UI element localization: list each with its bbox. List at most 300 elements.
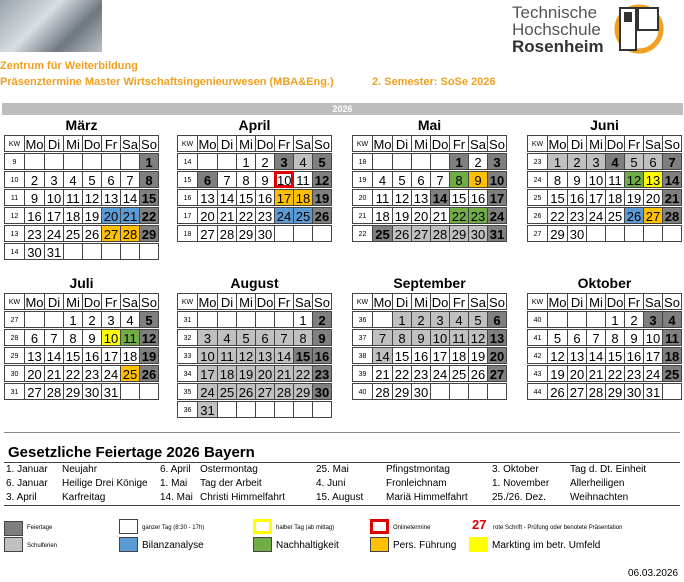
- day-cell: 17: [197, 365, 218, 382]
- day-cell: [468, 383, 488, 400]
- day-cell: [411, 153, 431, 170]
- day-cell: 29: [293, 383, 313, 400]
- day-cell: 20: [567, 365, 587, 382]
- day-cell: 5: [82, 171, 102, 188]
- legend-swatch-online: [370, 519, 389, 534]
- week-number: 36: [352, 311, 373, 328]
- day-cell: 14: [120, 189, 140, 206]
- week-number: 12: [4, 207, 25, 224]
- week-number: 44: [527, 383, 548, 400]
- day-cell: 25: [449, 365, 469, 382]
- logo-line-1: Technische: [512, 3, 598, 22]
- logo-line-3: Rosenheim: [512, 37, 604, 56]
- week-number: 32: [177, 329, 198, 346]
- day-cell: 14: [662, 171, 682, 188]
- holiday-name: Tag d. Dt. Einheit: [570, 464, 647, 475]
- day-cell: 19: [468, 347, 488, 364]
- weekday-header: Di: [392, 293, 412, 310]
- day-cell: [392, 153, 412, 170]
- weekday-header: Fr: [449, 293, 469, 310]
- day-cell: 8: [236, 171, 256, 188]
- month-title: März: [65, 117, 98, 133]
- day-cell: 21: [372, 365, 393, 382]
- day-cell: [82, 153, 102, 170]
- day-cell: [139, 243, 159, 260]
- weekday-header: Fr: [274, 293, 294, 310]
- day-cell: [44, 153, 64, 170]
- week-number: 38: [352, 347, 373, 364]
- day-cell: 15: [605, 347, 625, 364]
- day-cell: 16: [624, 347, 644, 364]
- day-cell: 14: [586, 347, 606, 364]
- day-cell: [312, 225, 332, 242]
- day-cell: 28: [372, 383, 393, 400]
- day-cell: 24: [586, 207, 606, 224]
- day-cell: 27: [643, 207, 663, 224]
- day-cell: 18: [63, 207, 83, 224]
- weekday-header: Sa: [643, 135, 663, 152]
- day-cell: [197, 311, 218, 328]
- weekday-header: Do: [83, 295, 101, 310]
- month-title: April: [238, 117, 271, 133]
- holiday-date: 14. Mai: [160, 492, 193, 503]
- day-cell: 30: [411, 383, 431, 400]
- day-cell: 12: [468, 329, 488, 346]
- holiday-name: Karfreitag: [62, 492, 106, 503]
- day-cell: 17: [487, 189, 507, 206]
- week-number: 31: [177, 311, 198, 328]
- day-cell: 10: [44, 189, 64, 206]
- day-cell: 27: [411, 225, 431, 242]
- holiday-date: 3. April: [6, 492, 37, 503]
- day-cell: 22: [605, 365, 625, 382]
- day-cell: 8: [605, 329, 625, 346]
- week-number: 27: [527, 225, 548, 242]
- weekday-header: Mi: [411, 293, 431, 310]
- weekday-header: Di: [392, 135, 412, 152]
- day-cell: [255, 311, 275, 328]
- week-number: 41: [527, 329, 548, 346]
- day-cell: 17: [430, 347, 450, 364]
- day-cell: 19: [236, 365, 256, 382]
- day-cell: 11: [293, 171, 313, 188]
- university-logo-icon: [614, 4, 664, 54]
- day-cell: 21: [120, 207, 140, 224]
- day-cell: [120, 243, 140, 260]
- weekday-header: Mo: [25, 295, 44, 310]
- day-cell: 16: [312, 347, 332, 364]
- day-cell: 15: [392, 347, 412, 364]
- day-cell: 24: [101, 365, 121, 382]
- day-cell: 13: [567, 347, 587, 364]
- day-cell: 22: [139, 207, 159, 224]
- day-cell: 17: [643, 347, 663, 364]
- day-cell: [82, 243, 102, 260]
- day-cell: [293, 401, 313, 418]
- day-cell: 24: [643, 365, 663, 382]
- day-cell: 30: [82, 383, 102, 400]
- weekday-header: Di: [44, 135, 64, 152]
- day-cell: 2: [255, 153, 275, 170]
- day-cell: 25: [217, 383, 237, 400]
- day-cell: 4: [217, 329, 237, 346]
- day-cell: 25: [662, 365, 682, 382]
- day-cell: 10: [487, 171, 507, 188]
- day-cell: [197, 153, 218, 170]
- day-cell: 3: [44, 171, 64, 188]
- legend-swatch-bilanzanalyse: [119, 537, 138, 552]
- day-cell: 22: [236, 207, 256, 224]
- day-cell: 10: [643, 329, 663, 346]
- day-cell: 20: [487, 347, 507, 364]
- day-cell: 12: [312, 171, 332, 188]
- day-cell: 6: [197, 171, 218, 188]
- month-title: Juni: [590, 117, 619, 133]
- day-cell: 4: [293, 153, 313, 170]
- kw-header: KW: [352, 293, 373, 310]
- week-number: 21: [352, 207, 373, 224]
- day-cell: 27: [567, 383, 587, 400]
- day-cell: 1: [547, 153, 568, 170]
- day-cell: 3: [487, 153, 507, 170]
- day-cell: 11: [63, 189, 83, 206]
- day-cell: 20: [255, 365, 275, 382]
- weekday-header: Di: [44, 293, 64, 310]
- day-cell: 18: [217, 365, 237, 382]
- day-cell: 28: [662, 207, 682, 224]
- day-cell: 8: [293, 329, 313, 346]
- holiday-name: Ostermontag: [200, 464, 258, 475]
- day-cell: 23: [411, 365, 431, 382]
- day-cell: 5: [312, 153, 332, 170]
- day-cell: [236, 311, 256, 328]
- day-cell: 1: [293, 311, 313, 328]
- day-cell: 6: [101, 171, 121, 188]
- weekday-header: Fr: [101, 293, 121, 310]
- week-number: 23: [527, 153, 548, 170]
- kw-header: KW: [4, 135, 25, 152]
- day-cell: 10: [430, 329, 450, 346]
- day-cell: 21: [217, 207, 237, 224]
- day-cell: 24: [197, 383, 218, 400]
- day-cell: 1: [605, 311, 625, 328]
- day-cell: 5: [139, 311, 159, 328]
- day-cell: 21: [662, 189, 682, 206]
- day-cell: 1: [139, 153, 159, 170]
- weekday-header: Sa: [468, 135, 488, 152]
- day-cell: 4: [449, 311, 469, 328]
- day-cell: 16: [82, 347, 102, 364]
- legend-online: Onlinetermine: [393, 525, 431, 531]
- day-cell: 6: [567, 329, 587, 346]
- day-cell: 26: [236, 383, 256, 400]
- legend-swatch-feiertage: [4, 521, 23, 536]
- day-cell: 26: [624, 207, 644, 224]
- day-cell: 18: [662, 347, 682, 364]
- weekday-header: So: [662, 293, 682, 310]
- day-cell: 27: [24, 383, 45, 400]
- weekday-header: So: [662, 135, 682, 152]
- day-cell: 19: [392, 207, 412, 224]
- weekday-header: Mo: [548, 137, 567, 152]
- day-cell: 25: [120, 365, 140, 382]
- day-cell: 3: [197, 329, 218, 346]
- day-cell: [293, 225, 313, 242]
- day-cell: 13: [197, 189, 218, 206]
- day-cell: 26: [82, 225, 102, 242]
- week-number: 40: [527, 311, 548, 328]
- weekday-header: Fr: [624, 135, 644, 152]
- day-cell: [662, 225, 682, 242]
- day-cell: 18: [293, 189, 313, 206]
- day-cell: [430, 153, 450, 170]
- day-cell: 30: [24, 243, 45, 260]
- day-cell: 7: [662, 153, 682, 170]
- legend-swatch-pers-fuehrung: [370, 537, 389, 552]
- holiday-date: 3. Oktober: [492, 464, 539, 475]
- holiday-name: Tag der Arbeit: [200, 478, 262, 489]
- day-cell: 3: [430, 311, 450, 328]
- legend-swatch-ganzer-tag: [119, 519, 138, 534]
- org-title: Zentrum für Weiterbildung: [0, 60, 138, 72]
- day-cell: [586, 311, 606, 328]
- day-cell: 30: [624, 383, 644, 400]
- day-cell: 17: [586, 189, 606, 206]
- weekday-header: Mo: [373, 295, 392, 310]
- month-title: September: [393, 275, 466, 291]
- day-cell: 2: [468, 153, 488, 170]
- day-cell: 13: [487, 329, 507, 346]
- week-number: 11: [4, 189, 25, 206]
- weekday-header: Do: [431, 137, 449, 152]
- day-cell: 1: [236, 153, 256, 170]
- day-cell: [255, 401, 275, 418]
- day-cell: 6: [643, 153, 663, 170]
- week-number: 10: [4, 171, 25, 188]
- day-cell: 2: [624, 311, 644, 328]
- day-cell: 23: [255, 207, 275, 224]
- week-number: 22: [352, 225, 373, 242]
- day-cell: 26: [139, 365, 159, 382]
- day-cell: 18: [120, 347, 140, 364]
- legend-swatch-halber-tag: [253, 519, 272, 534]
- day-cell: 1: [392, 311, 412, 328]
- weekday-header: So: [139, 135, 159, 152]
- legend-nachhaltigkeit: Nachhaltigkeit: [276, 540, 339, 551]
- holiday-date: 15. August: [316, 492, 364, 503]
- semester-title: 2. Semester: SoSe 2026: [372, 76, 496, 88]
- day-cell: [624, 225, 644, 242]
- day-cell: 12: [392, 189, 412, 206]
- day-cell: 27: [255, 383, 275, 400]
- holidays-title: Gesetzliche Feiertage 2026 Bayern: [8, 444, 255, 461]
- holiday-name: Weihnachten: [570, 492, 629, 503]
- day-cell: 6: [487, 311, 507, 328]
- weekday-header: Di: [567, 135, 587, 152]
- day-cell: 1: [63, 311, 83, 328]
- legend-swatch-schulferien: [4, 537, 23, 552]
- weekday-header: Do: [256, 295, 274, 310]
- day-cell: 7: [217, 171, 237, 188]
- day-cell: [274, 311, 294, 328]
- weekday-header: Di: [217, 293, 237, 310]
- day-cell: 8: [63, 329, 83, 346]
- day-cell: 25: [372, 225, 393, 242]
- day-cell: 6: [24, 329, 45, 346]
- day-cell: [63, 243, 83, 260]
- footer-date: 06.03.2026: [628, 568, 679, 579]
- day-cell: 13: [101, 189, 121, 206]
- day-cell: 5: [624, 153, 644, 170]
- day-cell: [312, 401, 332, 418]
- day-cell: 3: [101, 311, 121, 328]
- day-cell: 10: [101, 329, 121, 346]
- day-cell: 31: [101, 383, 121, 400]
- program-title: Präsenztermine Master Wirtschaftsingenieurwesen (MBA&Eng.): [0, 76, 334, 88]
- week-number: 14: [177, 153, 198, 170]
- day-cell: 5: [468, 311, 488, 328]
- day-cell: 28: [586, 383, 606, 400]
- holiday-date: 1. Januar: [6, 464, 48, 475]
- weekday-header: Do: [606, 137, 624, 152]
- day-cell: 21: [44, 365, 64, 382]
- weekday-header: Sa: [643, 293, 663, 310]
- weekday-header: So: [487, 135, 507, 152]
- day-cell: 20: [197, 207, 218, 224]
- day-cell: 3: [586, 153, 606, 170]
- day-cell: 18: [449, 347, 469, 364]
- day-cell: 29: [449, 225, 469, 242]
- week-number: 33: [177, 347, 198, 364]
- weekday-header: Di: [567, 293, 587, 310]
- week-number: 19: [352, 171, 373, 188]
- day-cell: 30: [567, 225, 587, 242]
- week-number: 14: [4, 243, 25, 260]
- day-cell: 9: [312, 329, 332, 346]
- day-cell: [120, 153, 140, 170]
- week-number: 42: [527, 347, 548, 364]
- day-cell: 19: [139, 347, 159, 364]
- weekday-header: Mo: [198, 137, 217, 152]
- legend-bilanzanalyse: Bilanzanalyse: [142, 540, 204, 551]
- holiday-date: 6. Januar: [6, 478, 48, 489]
- week-number: 34: [177, 365, 198, 382]
- week-number: 39: [352, 365, 373, 382]
- day-cell: [274, 225, 294, 242]
- day-cell: 11: [372, 189, 393, 206]
- day-cell: [430, 383, 450, 400]
- day-cell: 7: [44, 329, 64, 346]
- day-cell: 4: [605, 153, 625, 170]
- day-cell: [372, 153, 393, 170]
- day-cell: 17: [44, 207, 64, 224]
- holidays-table: [4, 462, 680, 506]
- holiday-name: Neujahr: [62, 464, 98, 475]
- weekday-header: Mi: [236, 293, 256, 310]
- weekday-header: Mo: [25, 137, 44, 152]
- day-cell: 28: [274, 383, 294, 400]
- day-cell: 6: [411, 171, 431, 188]
- week-number: 28: [4, 329, 25, 346]
- day-cell: 7: [586, 329, 606, 346]
- day-cell: 9: [82, 329, 102, 346]
- day-cell: 19: [547, 365, 568, 382]
- day-cell: 18: [372, 207, 393, 224]
- day-cell: [662, 383, 682, 400]
- day-cell: [236, 401, 256, 418]
- weekday-header: Sa: [293, 293, 313, 310]
- day-cell: [101, 153, 121, 170]
- year-bar: 2026: [2, 103, 683, 115]
- day-cell: 16: [411, 347, 431, 364]
- day-cell: 5: [547, 329, 568, 346]
- day-cell: 25: [293, 207, 313, 224]
- legend-halber-tag: halber Tag (ab mittag): [276, 525, 335, 531]
- day-cell: 2: [411, 311, 431, 328]
- holiday-date: 1. Mai: [160, 478, 188, 489]
- kw-header: KW: [4, 293, 25, 310]
- holiday-name: Fronleichnam: [386, 478, 447, 489]
- day-cell: 4: [662, 311, 682, 328]
- month-title: Oktober: [577, 275, 632, 291]
- weekday-header: Mo: [373, 137, 392, 152]
- day-cell: 26: [392, 225, 412, 242]
- day-cell: 13: [643, 171, 663, 188]
- day-cell: [24, 153, 45, 170]
- day-cell: 8: [392, 329, 412, 346]
- weekday-header: Do: [606, 295, 624, 310]
- day-cell: 23: [312, 365, 332, 382]
- day-cell: 10: [274, 171, 294, 188]
- weekday-header: Sa: [468, 293, 488, 310]
- day-cell: [372, 311, 393, 328]
- day-cell: 27: [101, 225, 121, 242]
- week-number: 43: [527, 365, 548, 382]
- weekday-header: Do: [256, 137, 274, 152]
- day-cell: 19: [624, 189, 644, 206]
- day-cell: 23: [468, 207, 488, 224]
- weekday-header: Sa: [120, 293, 140, 310]
- month-title: Juli: [69, 275, 94, 291]
- day-cell: [139, 383, 159, 400]
- day-cell: 7: [120, 171, 140, 188]
- week-number: 25: [527, 189, 548, 206]
- day-cell: 4: [63, 171, 83, 188]
- day-cell: 27: [197, 225, 218, 242]
- legend-marketing: Markting im betr. Umfeld: [492, 540, 601, 551]
- day-cell: 28: [120, 225, 140, 242]
- month-title: August: [230, 275, 279, 291]
- day-cell: 10: [586, 171, 606, 188]
- day-cell: 13: [24, 347, 45, 364]
- day-cell: 2: [567, 153, 587, 170]
- kw-header: KW: [527, 135, 548, 152]
- day-cell: [605, 225, 625, 242]
- day-cell: 10: [197, 347, 218, 364]
- week-number: 20: [352, 189, 373, 206]
- day-cell: 9: [24, 189, 45, 206]
- day-cell: [487, 383, 507, 400]
- day-cell: 22: [449, 207, 469, 224]
- day-cell: 12: [547, 347, 568, 364]
- weekday-header: Mi: [411, 135, 431, 152]
- day-cell: 23: [567, 207, 587, 224]
- week-number: 27: [4, 311, 25, 328]
- holiday-name: Pfingstmontag: [386, 464, 450, 475]
- logo-line-2: Hochschule: [512, 20, 601, 39]
- day-cell: 17: [101, 347, 121, 364]
- day-cell: 9: [411, 329, 431, 346]
